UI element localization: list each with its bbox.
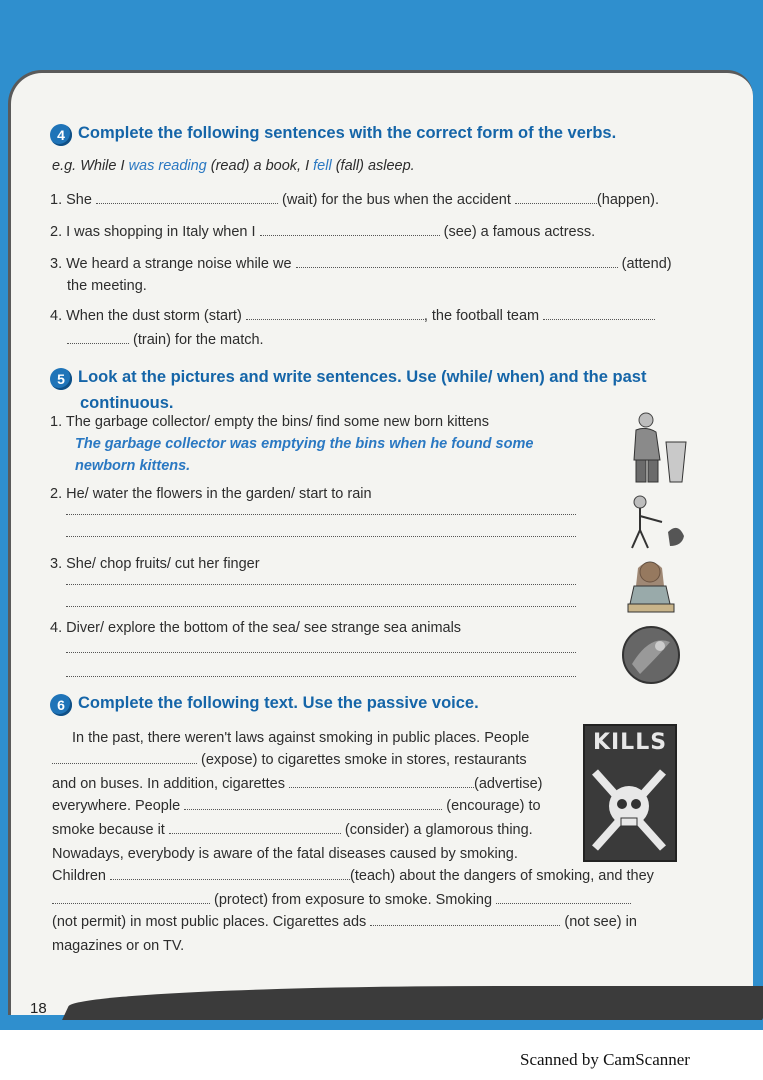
writing-line[interactable] (66, 514, 576, 515)
sentence-text: (protect) from exposure to smoke. Smoking (214, 892, 493, 908)
exercise-4-item-4 (50, 308, 655, 324)
model-answer-line-2: newborn kittens. (75, 458, 191, 474)
sentence-text: , the football team (423, 308, 540, 324)
exercise-4-item-4-cont (67, 332, 264, 348)
writing-line[interactable] (66, 584, 576, 585)
example-text: (fall) asleep. (331, 158, 415, 174)
scanner-watermark: Scanned by CamScanner (520, 1050, 690, 1069)
example-answer: fell (313, 158, 332, 174)
garbage-collector-picture (622, 408, 692, 486)
sentence-text: (expose) to cigarettes smoke in stores, restaurants (201, 752, 527, 768)
sentence-text: (advertise) (474, 776, 543, 792)
sentence-text: smoke because it (52, 822, 165, 838)
sentence-text: and on buses. In addition, cigarettes (52, 776, 285, 792)
answer-blank[interactable] (496, 893, 631, 904)
exercise-5-item-4: 4. Diver/ explore the bottom of the sea/ see strange sea animals (50, 620, 462, 636)
sentence-text: (wait) for the bus when the accident (281, 192, 511, 208)
example-text: (read) a book, I (206, 158, 314, 174)
answer-blank[interactable] (96, 193, 278, 204)
sentence-text: (encourage) to (446, 798, 541, 814)
example-text: e.g. While I (52, 158, 129, 174)
exercise-number-badge: 6 (50, 694, 72, 716)
sentence-text: (not permit) in most public places. Cigarettes ads (52, 914, 367, 930)
poster-text: KILLS (592, 730, 668, 755)
text-line-10: magazines or on TV. (52, 938, 185, 954)
sentence-text: (attend) (621, 256, 672, 272)
sentence-text: Children (52, 868, 106, 884)
exercise-5-heading (50, 368, 646, 390)
exercise-5-item-3: 3. She/ chop fruits/ cut her finger (50, 556, 260, 572)
exercise-5-title-cont: continuous. (80, 394, 174, 412)
text-line-6: Nowadays, everybody is aware of the fatal diseases caused by smoking. (52, 846, 518, 862)
answer-blank[interactable] (515, 193, 597, 204)
answer-blank[interactable] (289, 777, 474, 788)
sentence-text: (consider) a glamorous thing. (344, 822, 533, 838)
answer-blank[interactable] (110, 869, 350, 880)
writing-line[interactable] (66, 652, 576, 653)
diver-picture (620, 624, 682, 686)
sentence-text: 1. She (50, 192, 92, 208)
exercise-5-title: Look at the pictures and write sentences. Use (while/ when) and the past (78, 368, 647, 386)
exercise-4-heading (50, 124, 616, 146)
sentence-text: 2. I was shopping in Italy when I (50, 224, 256, 240)
answer-blank[interactable] (246, 309, 424, 320)
text-line-7 (52, 868, 654, 884)
answer-blank[interactable] (543, 309, 655, 320)
sentence-text: 4. When the dust storm (start) (50, 308, 242, 324)
exercise-number-badge: 4 (50, 124, 72, 146)
exercise-4-item-3-cont: the meeting. (67, 278, 147, 294)
answer-blank[interactable] (370, 915, 560, 926)
text-line-3 (52, 776, 543, 792)
sentence-text: (teach) about the dangers of smoking, and they (350, 868, 654, 884)
example-answer: was reading (128, 158, 207, 174)
writing-line[interactable] (66, 606, 576, 607)
text-line-1: In the past, there weren't laws against smoking in public places. People (72, 730, 530, 746)
exercise-5-heading-cont (80, 394, 174, 413)
exercise-number-badge: 5 (50, 368, 72, 390)
text-line-8 (52, 892, 631, 908)
exercise-6-heading (50, 694, 479, 716)
exercise-4-title: Complete the following sentences with the correct form of the verbs. (78, 124, 617, 142)
sentence-text: (see) a famous actress. (443, 224, 596, 240)
exercise-5-item-1: 1. The garbage collector/ empty the bins/ find some new born kittens (50, 414, 490, 430)
exercise-6-title: Complete the following text. Use the passive voice. (78, 694, 479, 712)
answer-blank[interactable] (296, 257, 618, 268)
page-number: 18 (30, 1000, 47, 1017)
exercise-4-example (52, 158, 415, 174)
exercise-4-item-2 (50, 224, 595, 240)
answer-blank[interactable] (169, 823, 341, 834)
exercise-4-item-1 (50, 192, 659, 208)
writing-line[interactable] (66, 536, 576, 537)
writing-line[interactable] (66, 676, 576, 677)
smoking-kills-poster (583, 724, 677, 862)
watering-flowers-picture (622, 492, 692, 552)
text-line-9 (52, 914, 637, 930)
text-line-5 (52, 822, 533, 838)
skull-icon (591, 762, 667, 854)
sentence-text: (happen). (596, 192, 659, 208)
answer-blank[interactable] (260, 225, 440, 236)
sentence-text: (train) for the match. (133, 332, 264, 348)
sentence-text: (not see) in (564, 914, 637, 930)
text-line-2 (52, 752, 527, 768)
exercise-5-item-2: 2. He/ water the flowers in the garden/ start to rain (50, 486, 372, 502)
answer-blank[interactable] (184, 799, 442, 810)
text-line-4 (52, 798, 541, 814)
answer-blank[interactable] (67, 333, 129, 344)
exercise-4-item-3 (50, 256, 672, 272)
chopping-fruit-picture (622, 556, 682, 618)
sentence-text: everywhere. People (52, 798, 181, 814)
sentence-text: 3. We heard a strange noise while we (50, 256, 292, 272)
model-answer-line-1: The garbage collector was emptying the bins when he found some (75, 436, 534, 452)
answer-blank[interactable] (52, 753, 197, 764)
answer-blank[interactable] (52, 893, 210, 904)
